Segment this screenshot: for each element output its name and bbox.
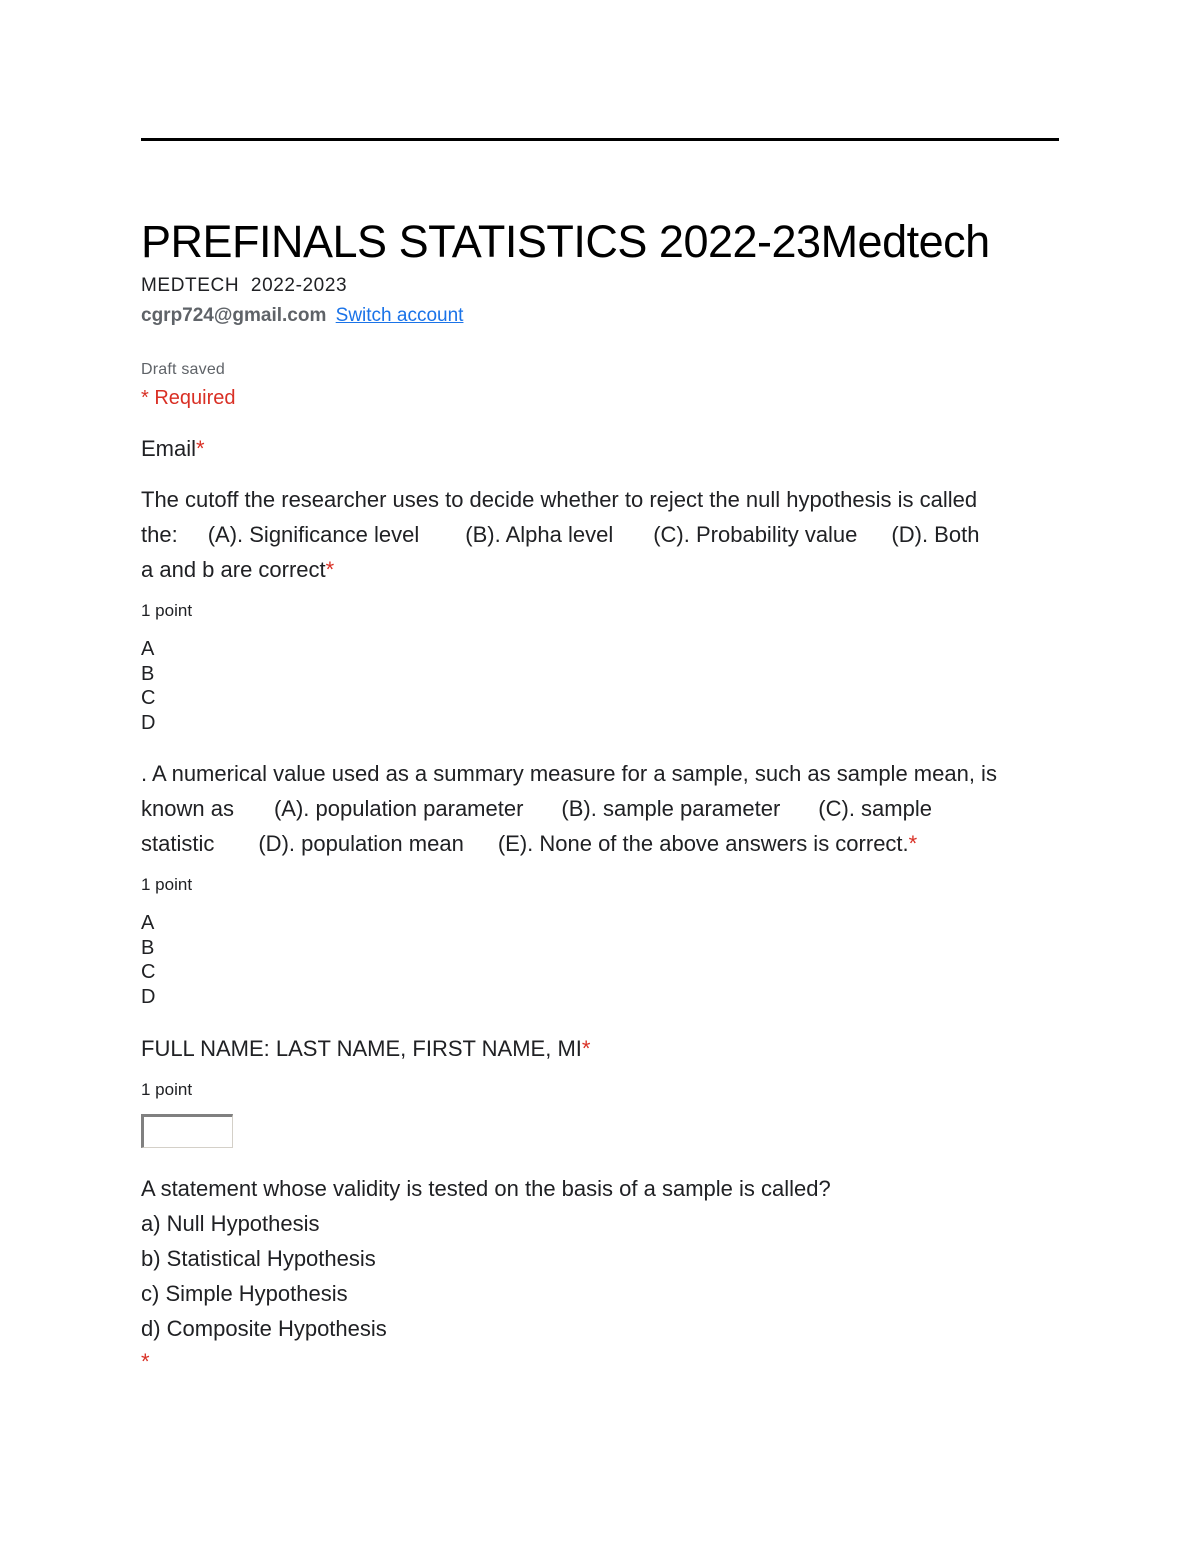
question-hypothesis-title xyxy=(141,1171,1059,1346)
option-d[interactable]: D xyxy=(141,712,156,735)
form-description: MEDTECH 2022-2023 xyxy=(141,275,348,296)
choice-e-text: (E). None of the above answers is correct. xyxy=(497,831,909,856)
choice-a-text: (A). population parameter xyxy=(273,796,524,821)
question-cutoff-title xyxy=(141,482,1059,587)
required-asterisk: * xyxy=(141,1349,150,1374)
option-c[interactable]: C xyxy=(141,687,156,710)
question-title-fragment: known as xyxy=(141,796,234,821)
switch-account-link[interactable]: Switch account xyxy=(335,305,464,326)
required-asterisk: * xyxy=(581,1036,591,1061)
choice-c-text: (C). Probability value xyxy=(653,522,858,547)
question-points: 1 point xyxy=(141,1080,193,1099)
question-title-line xyxy=(141,791,1059,826)
full-name-input[interactable] xyxy=(141,1114,233,1148)
choice-b-text: (B). sample parameter xyxy=(561,796,781,821)
choice-b-text: (B). Alpha level xyxy=(465,522,614,547)
question-title-line: b) Statistical Hypothesis xyxy=(141,1246,376,1271)
question-title-line: The cutoff the researcher uses to decide whether to reject the null hypothesis is called xyxy=(141,487,978,512)
header-divider xyxy=(141,138,1059,141)
question-summary-measure-options xyxy=(141,911,155,1010)
question-title-line: a) Null Hypothesis xyxy=(141,1211,320,1236)
question-title-line xyxy=(141,826,1059,861)
question-title-line: c) Simple Hypothesis xyxy=(141,1281,348,1306)
question-cutoff-options xyxy=(141,637,155,736)
required-asterisk: * xyxy=(908,831,918,856)
question-summary-measure-title xyxy=(141,756,1059,861)
option-a[interactable]: A xyxy=(141,912,155,934)
question-title-text: Email xyxy=(141,436,197,461)
option-d[interactable]: D xyxy=(141,986,156,1009)
question-points: 1 point xyxy=(141,601,193,620)
option-b[interactable]: B xyxy=(141,936,155,959)
choice-d-text: (D). Both xyxy=(891,522,980,547)
required-asterisk: * xyxy=(325,557,335,582)
question-title-line xyxy=(141,517,1059,552)
required-asterisk: * xyxy=(196,436,205,461)
option-b[interactable]: B xyxy=(141,662,155,685)
option-c[interactable]: C xyxy=(141,961,156,984)
account-line xyxy=(141,304,463,328)
question-title-fragment: the: xyxy=(141,522,178,547)
choice-d-text: (D). population mean xyxy=(258,831,464,856)
question-title-line xyxy=(141,552,1059,587)
question-points: 1 point xyxy=(141,875,193,894)
account-email: cgrp724@gmail.com xyxy=(141,305,327,326)
question-title-fragment: statistic xyxy=(141,831,215,856)
required-note: * Required xyxy=(141,387,236,409)
option-a[interactable]: A xyxy=(141,638,155,660)
question-title-fragment: a and b are correct xyxy=(141,557,326,582)
choice-c-text: (C). sample xyxy=(818,796,932,821)
form-title: PREFINALS STATISTICS 2022-23Medtech xyxy=(141,216,990,267)
question-title-line: A statement whose validity is tested on the basis of a sample is called? xyxy=(141,1176,831,1201)
choice-a-text: (A). Significance level xyxy=(207,522,420,547)
question-full-name-title xyxy=(141,1031,1059,1066)
draft-status: Draft saved xyxy=(141,361,226,378)
question-email-title xyxy=(141,431,1059,466)
question-title-line: d) Composite Hypothesis xyxy=(141,1316,387,1341)
question-title-text: FULL NAME: LAST NAME, FIRST NAME, MI xyxy=(141,1036,582,1061)
question-title-line: . A numerical value used as a summary measure for a sample, such as sample mean, is xyxy=(141,761,997,786)
